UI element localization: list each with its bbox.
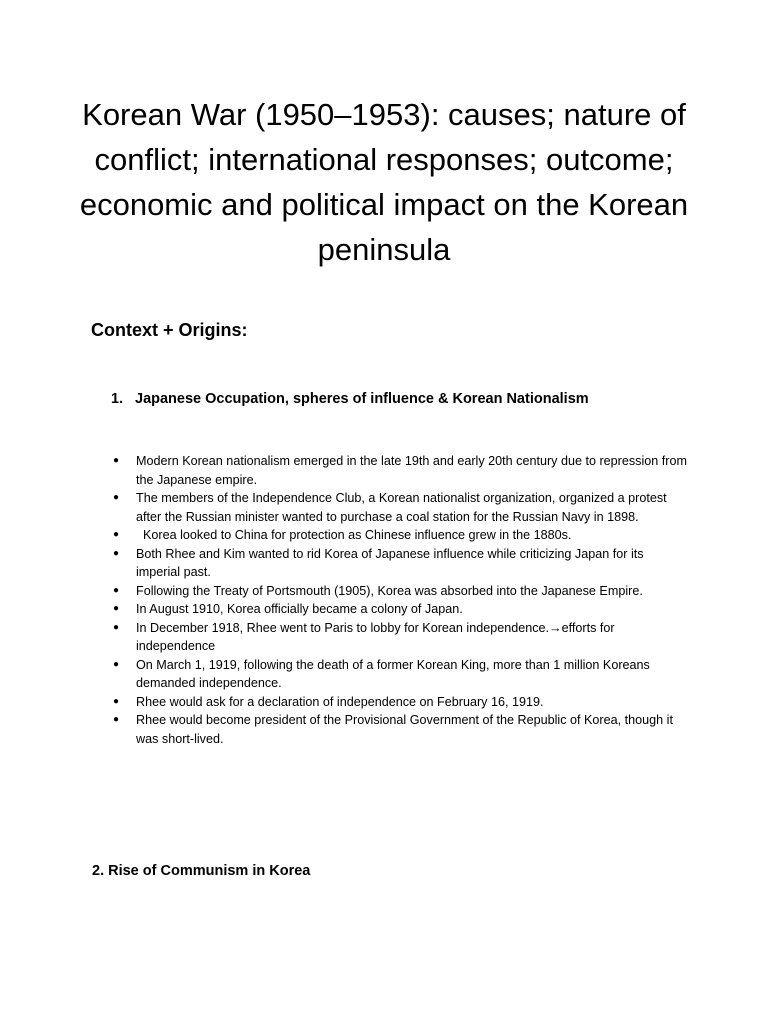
bullet-icon: ● [113,714,120,725]
list-item [111,582,691,601]
document-title: Korean War (1950–1953): causes; nature of conflict; international responses; outcome; economic and political impact on the Korean peninsula [79,97,689,267]
list-item [111,711,691,748]
bullet-icon: ● [113,621,120,633]
list-item-text: Both Rhee and Kim wanted to rid Korea of Japanese influence while criticizing Japan for its imperial past. [136,546,644,579]
bullet-list [111,452,691,748]
subsection-heading-rise-of-communism: 2. Rise of Communism in Korea [92,863,311,879]
subsection-title: Japanese Occupation, spheres of influence & Korean Nationalism [135,391,589,407]
bullet-icon: ● [113,695,120,707]
bullet-icon: ● [113,603,120,614]
bullet-icon: ● [113,455,120,466]
list-item-text: Rhee would become president of the Provisional Government of the Republic of Korea, though it was short-lived. [136,713,673,746]
list-item [111,545,691,582]
subsection-heading-japanese-occupation [111,389,589,409]
bullet-icon: ● [113,547,120,559]
list-item [111,619,691,656]
list-item-text: Korea looked to China for protection as Chinese influence grew in the 1880s. [136,528,572,542]
list-item [111,526,691,545]
list-item [111,489,691,526]
list-item [111,452,691,489]
bullet-icon: ● [113,529,120,540]
list-item [111,600,691,619]
list-item-text: In December 1918, Rhee went to Paris to lobby for Korean independence.→efforts for independence [136,620,615,653]
bullet-icon: ● [113,584,120,596]
subsection-number: 1. [111,391,124,407]
bullet-icon: ● [113,658,120,670]
list-item [111,693,691,712]
list-item-text: In August 1910, Korea officially became a colony of Japan. [136,602,463,616]
list-item-text: Rhee would ask for a declaration of independence on February 16, 1919. [136,694,544,709]
section-heading-context-origins: Context + Origins: [91,320,248,340]
list-item [111,656,691,693]
bullet-icon: ● [113,492,120,503]
list-item-text: Modern Korean nationalism emerged in the late 19th and early 20th century due to repression from the Japanese empire. [136,454,687,487]
list-item-text: The members of the Independence Club, a Korean nationalist organization, organized a protest after the Russian minister wanted to purchase a coal station for the Russian Navy in 1898. [136,491,667,524]
list-item-text: Following the Treaty of Portsmouth (1905), Korea was absorbed into the Japanese Empire. [136,583,643,598]
list-item-text: On March 1, 1919, following the death of a former Korean King, more than 1 million Koreans demanded independence. [136,657,650,690]
